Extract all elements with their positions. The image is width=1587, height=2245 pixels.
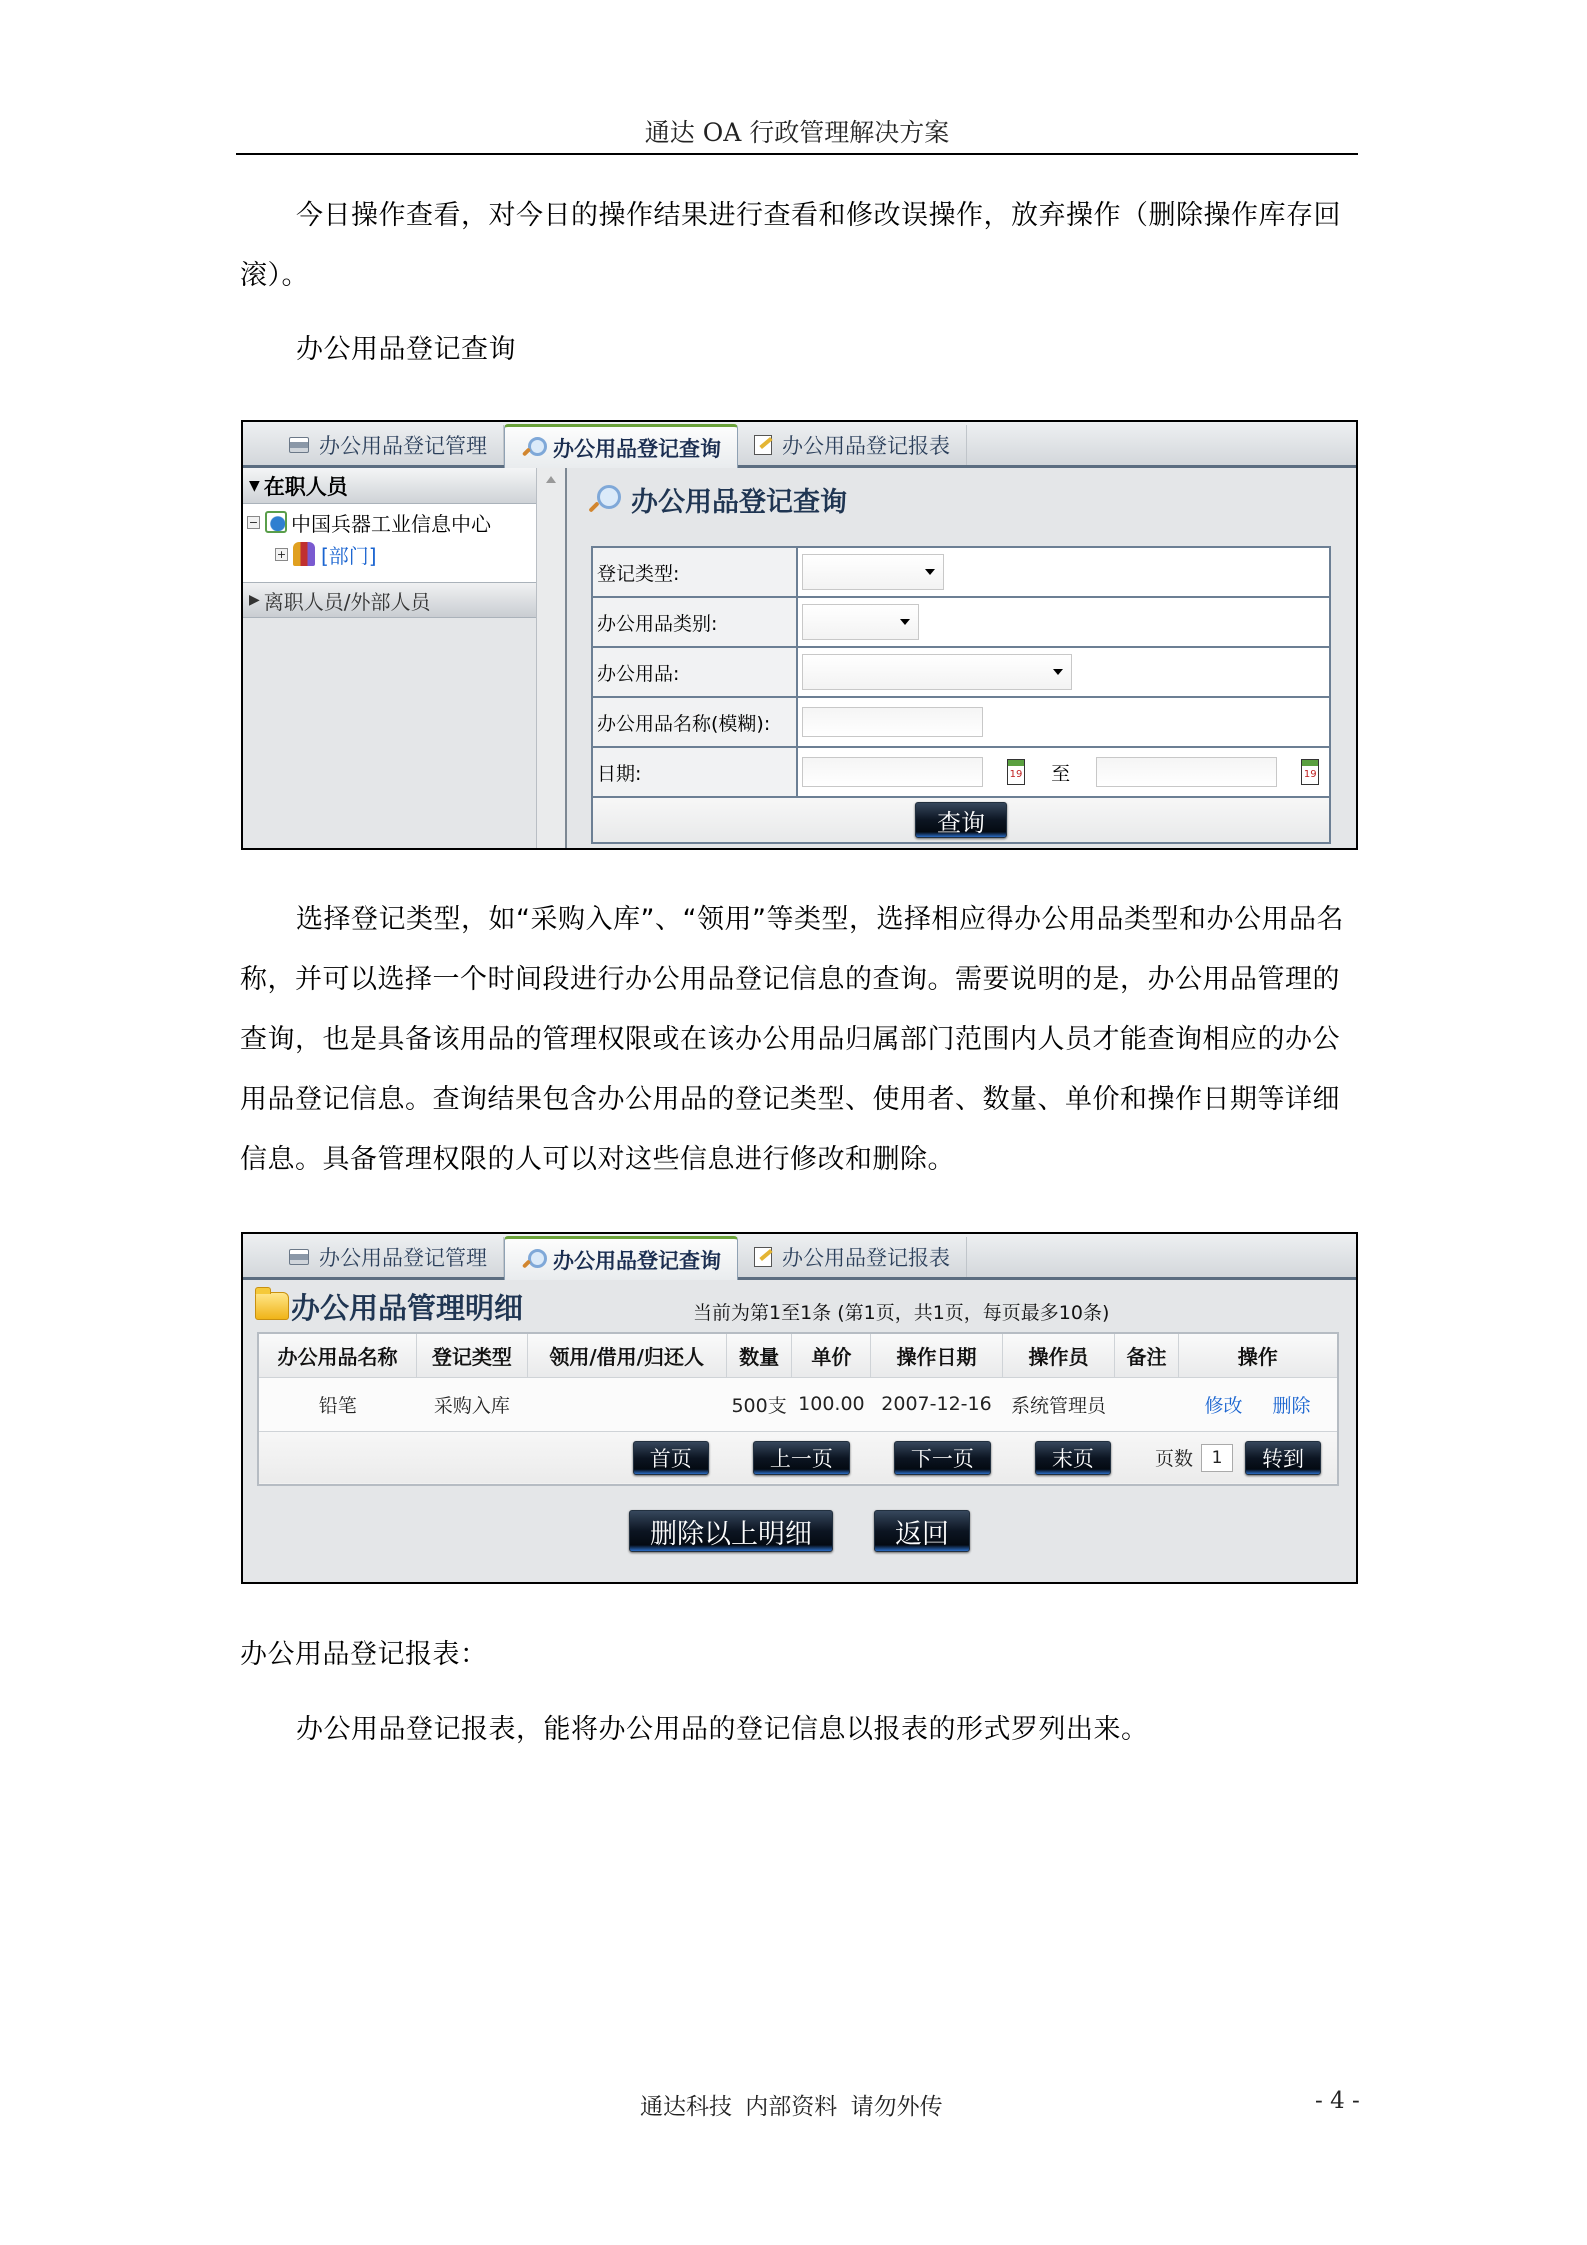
col-item-name: 办公用品名称 [258, 1333, 417, 1377]
collapse-icon[interactable]: − [248, 515, 259, 529]
expand-icon[interactable]: + [276, 547, 287, 561]
detail-header [243, 1280, 1356, 1332]
reg-type-select[interactable] [802, 554, 944, 590]
page-number: - 4 - [1315, 2088, 1360, 2114]
cell-actions [1178, 1377, 1338, 1431]
chevron-down-icon [1053, 669, 1063, 675]
header-title: 通达 OA 行政管理解决方案 [644, 118, 950, 147]
cell-reg-type: 采购入库 [417, 1377, 528, 1431]
cell-date: 2007-12-16 [871, 1377, 1002, 1431]
edit-link[interactable]: 修改 [1204, 1394, 1243, 1417]
query-panel [569, 468, 1356, 848]
people-icon [293, 542, 315, 566]
delete-all-button[interactable]: 删除以上明细 [629, 1510, 833, 1552]
last-page-button[interactable]: 末页 [1035, 1441, 1111, 1475]
tree-node-dept[interactable] [247, 538, 532, 570]
query-title [587, 480, 847, 519]
tab-bar [243, 422, 1356, 468]
cell-qty: 500支 [726, 1377, 792, 1431]
name-fuzzy-label: 办公用品名称(模糊): [592, 697, 797, 747]
date-to-label: 至 [1051, 762, 1071, 785]
org-tree [243, 504, 536, 582]
magnifier-icon [521, 437, 543, 459]
folder-icon [255, 1292, 289, 1320]
magnifier-icon [587, 485, 617, 515]
tab-label: 办公用品登记查询 [553, 1248, 721, 1273]
scrollbar[interactable] [537, 468, 567, 848]
paragraph-today-ops: 今日操作查看，对今日的操作结果进行查看和修改误操作，放弃操作（删除操作库存回滚）。 [240, 200, 1341, 291]
name-fuzzy-input[interactable] [802, 707, 983, 737]
prev-page-button[interactable]: 上一页 [753, 1441, 850, 1475]
pager-row [258, 1431, 1338, 1485]
tab-bar [243, 1234, 1356, 1280]
results-table [257, 1332, 1339, 1486]
col-price: 单价 [792, 1333, 871, 1377]
col-person: 领用/借用/归还人 [527, 1333, 726, 1377]
reg-type-label: 登记类型: [592, 547, 797, 597]
cell-item-name: 铅笔 [258, 1377, 417, 1431]
scroll-up-arrow-icon[interactable] [546, 476, 556, 483]
tab-register-management[interactable] [273, 1237, 504, 1277]
bottom-actions [243, 1486, 1356, 1552]
query-button[interactable]: 查询 [915, 802, 1007, 838]
section-label: 在职人员 [263, 474, 348, 499]
tab-register-query[interactable] [504, 424, 738, 468]
tab-register-management[interactable] [273, 425, 504, 465]
calendar-icon[interactable]: 19 [1301, 759, 1319, 785]
org-sidebar [243, 468, 537, 848]
triangle-right-icon: ▶ [249, 592, 260, 608]
section-former-external-staff[interactable] [243, 582, 536, 618]
category-select[interactable] [802, 604, 919, 640]
date-to-input[interactable] [1096, 757, 1277, 787]
page-footer: 通达科技 内部资料 请勿外传 [640, 2094, 943, 2120]
section-label: 离职人员/外部人员 [263, 589, 431, 614]
paragraph-query-description: 选择登记类型，如“采购入库”、“领用”等类型，选择相应得办公用品类型和办公用品名称，并可以选择一个时间段进行办公用品登记信息的查询。需要说明的是，办公用品管理的查询，也是具备该用品的管理权限或在该办公用品归属部门范围内人员才能查询相应的办公用品登记信息。查询结果包含办公用品的登记类型、使用者、数量、单价和操作日期等详细信息。具备管理权限的人可以对这些信息进行修改和删除。 [240, 904, 1344, 1175]
edit-icon [754, 435, 772, 455]
col-operator: 操作员 [1002, 1333, 1115, 1377]
section-active-staff[interactable] [243, 468, 536, 504]
table-header-row [258, 1333, 1338, 1377]
page-number-label: 页数 [1154, 1448, 1193, 1471]
chevron-down-icon [925, 569, 935, 575]
tab-register-query[interactable] [504, 1236, 738, 1280]
tab-label: 办公用品登记查询 [553, 436, 721, 461]
page-number-input[interactable]: 1 [1201, 1444, 1233, 1472]
item-label: 办公用品: [592, 647, 797, 697]
col-reg-type: 登记类型 [417, 1333, 528, 1377]
cell-price: 100.00 [792, 1377, 871, 1431]
cell-operator: 系统管理员 [1002, 1377, 1115, 1431]
col-actions: 操作 [1178, 1333, 1338, 1377]
col-qty: 数量 [726, 1333, 792, 1377]
table-row [258, 1377, 1338, 1431]
chevron-down-icon [900, 619, 910, 625]
date-from-input[interactable] [802, 757, 983, 787]
tab-label: 办公用品登记管理 [319, 434, 487, 458]
query-form [591, 546, 1331, 844]
back-button[interactable]: 返回 [874, 1510, 970, 1552]
next-page-button[interactable]: 下一页 [894, 1441, 991, 1475]
globe-icon [265, 511, 287, 533]
printer-icon [289, 437, 309, 453]
calendar-icon[interactable]: 19 [1007, 759, 1025, 785]
tab-label: 办公用品登记管理 [319, 1246, 487, 1270]
detail-title: 办公用品管理明细 [291, 1290, 524, 1325]
col-remark: 备注 [1115, 1333, 1178, 1377]
screenshot-results-detail [241, 1232, 1358, 1584]
query-title-text: 办公用品登记查询 [631, 487, 847, 518]
tree-node-org[interactable] [247, 506, 532, 538]
item-select[interactable] [802, 654, 1072, 690]
tab-register-report[interactable] [738, 1237, 967, 1277]
col-date: 操作日期 [871, 1333, 1002, 1377]
cell-person [527, 1377, 726, 1431]
section-heading-query: 办公用品登记查询 [296, 334, 516, 365]
org-name: 中国兵器工业信息中心 [291, 511, 491, 536]
tab-label: 办公用品登记报表 [782, 1246, 950, 1270]
dept-link[interactable]: [部门] [321, 543, 377, 568]
date-label: 日期: [592, 747, 797, 797]
go-button[interactable]: 转到 [1245, 1441, 1321, 1475]
magnifier-icon [521, 1249, 543, 1271]
page-header [236, 110, 1358, 155]
screenshot-query-form [241, 420, 1358, 850]
category-label: 办公用品类别: [592, 597, 797, 647]
tab-register-report[interactable] [738, 425, 967, 465]
pager-info: 当前为第1至1条 (第1页，共1页，每页最多10条) [693, 1302, 1110, 1324]
edit-icon [754, 1247, 772, 1267]
cell-remark [1115, 1377, 1178, 1431]
first-page-button[interactable]: 首页 [633, 1441, 709, 1475]
section-heading-report: 办公用品登记报表： [240, 1639, 488, 1670]
tab-label: 办公用品登记报表 [782, 434, 950, 458]
paragraph-report-description: 办公用品登记报表，能将办公用品的登记信息以报表的形式罗列出来。 [296, 1714, 1149, 1745]
printer-icon [289, 1249, 309, 1265]
triangle-down-icon: ▼ [249, 477, 260, 494]
delete-link[interactable]: 删除 [1272, 1394, 1311, 1417]
